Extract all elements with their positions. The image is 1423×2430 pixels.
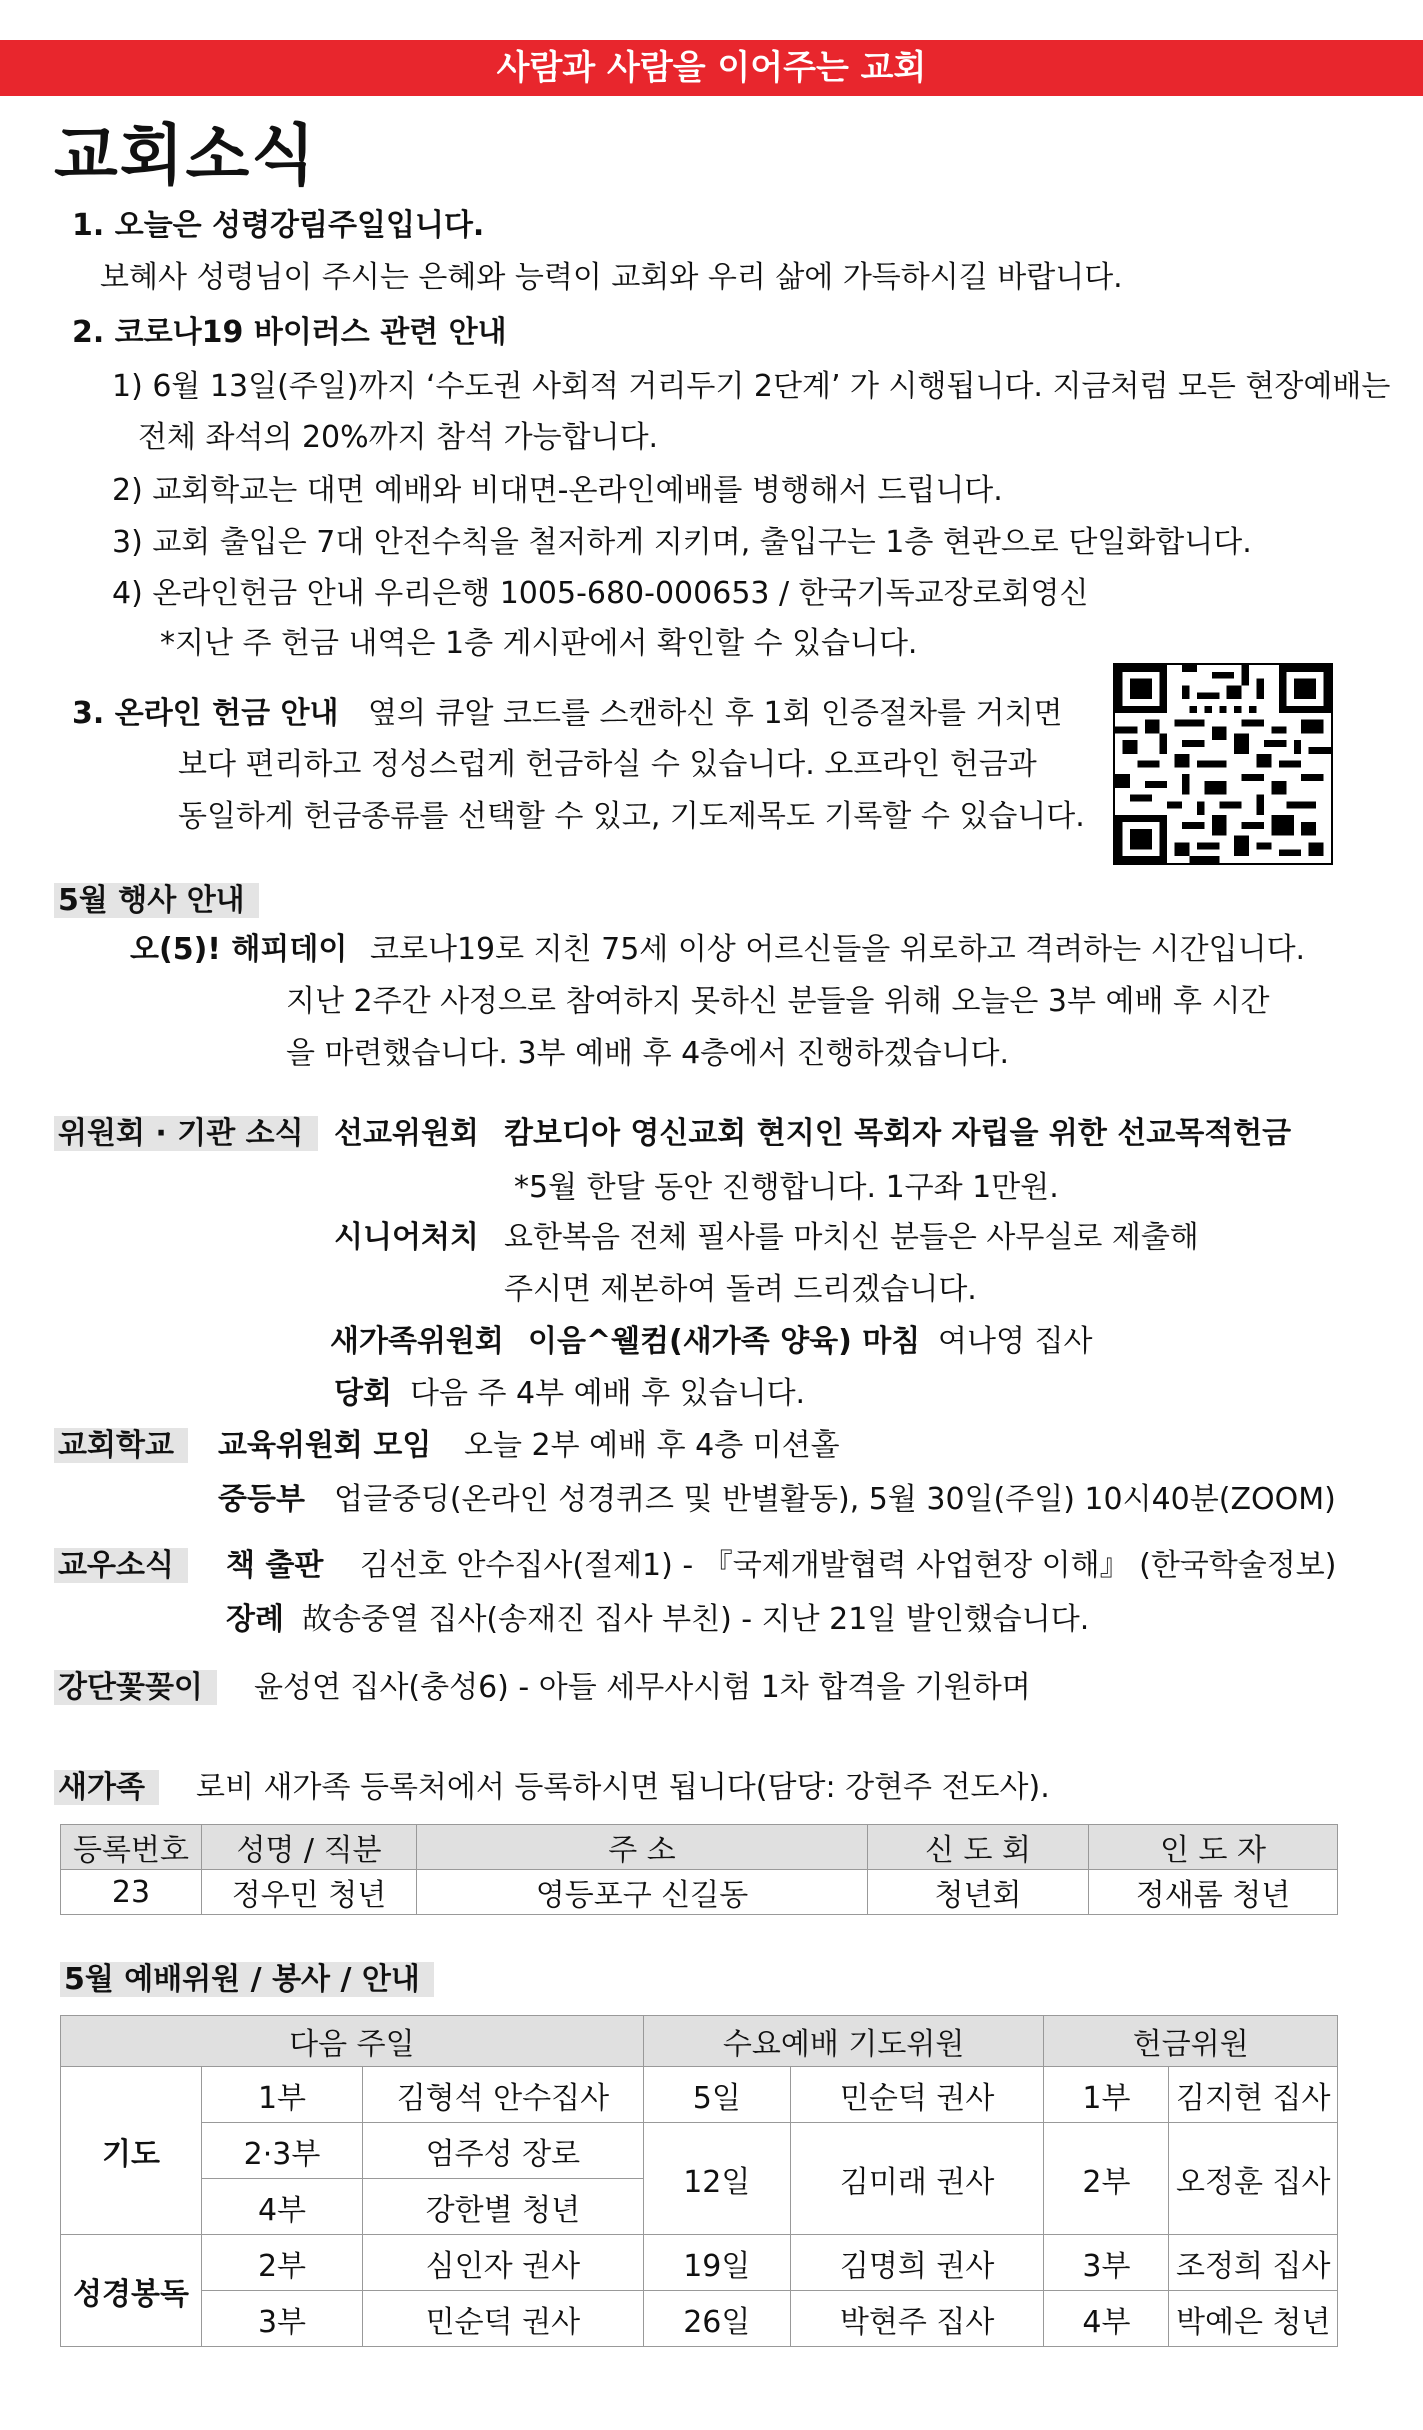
table-cell: 민순덕 권사 [363, 2291, 644, 2347]
mission-committee-note: *5월 한달 동안 진행합니다. 1구좌 1만원. [514, 1170, 1059, 1205]
altar-flowers-text: 윤성연 집사(충성6) - 아들 세무사시험 1차 합격을 기원하며 [254, 1670, 1031, 1705]
table-cell: 심인자 권사 [363, 2235, 644, 2291]
table-row [61, 2123, 1338, 2179]
table-cell: 2·3부 [202, 2123, 363, 2179]
table-row [61, 1870, 1338, 1915]
happy-day-line-1: 코로나19로 지친 75세 이상 어르신들을 위로하고 격려하는 시간입니다. [370, 932, 1306, 967]
happy-day-line-3: 을 마련했습니다. 3부 예배 후 4층에서 진행하겠습니다. [286, 1036, 1010, 1071]
news-item-3-heading: 3. 온라인 헌금 안내 [72, 696, 339, 731]
service-volunteers-table [60, 2015, 1338, 2347]
column-header: 수요예배 기도위원 [643, 2016, 1044, 2067]
news-item-2-line-1: 1) 6월 13일(주일)까지 ‘수도권 사회적 거리두기 2단계’ 가 시행됩니다. 지금처럼 모든 현장예배는 [112, 369, 1391, 404]
table-cell: 3부 [1044, 2235, 1169, 2291]
column-header: 주 소 [417, 1825, 868, 1870]
table-cell: 2부 [202, 2235, 363, 2291]
table-cell: 26일 [643, 2291, 790, 2347]
column-header: 인 도 자 [1089, 1825, 1338, 1870]
news-item-2-heading: 2. 코로나19 바이러스 관련 안내 [72, 315, 507, 350]
new-family-committee-who: 여나영 집사 [938, 1324, 1093, 1359]
column-header: 신 도 회 [868, 1825, 1089, 1870]
column-header: 다음 주일 [61, 2016, 644, 2067]
committee-label: 위원회 · 기관 소식 [54, 1114, 318, 1154]
new-family-text: 로비 새가족 등록처에서 등록하시면 됩니다(담당: 강현주 전도사). [196, 1770, 1050, 1805]
news-item-3-line-2: 보다 편리하고 정성스럽게 헌금하실 수 있습니다. 오프라인 헌금과 [178, 747, 1037, 782]
session-text: 다음 주 4부 예배 후 있습니다. [410, 1376, 806, 1411]
prayer-label: 기도 [61, 2067, 202, 2235]
news-item-1-text: 보혜사 성령님이 주시는 은혜와 능력이 교회와 우리 삶에 가득하시길 바랍니다. [100, 260, 1123, 295]
table-cell: 5일 [643, 2067, 790, 2123]
funeral-name: 장례 [226, 1602, 284, 1637]
senior-church-name: 시니어처치 [334, 1220, 479, 1255]
column-header: 등록번호 [61, 1825, 202, 1870]
book-publication-text: 김선호 안수집사(절제1) - 『국제개발협력 사업현장 이해』 (한국학술정보) [360, 1548, 1337, 1583]
news-item-1-heading: 1. 오늘은 성령강림주일입니다. [72, 208, 485, 243]
middle-school-name: 중등부 [218, 1482, 305, 1517]
table-row [61, 2067, 1338, 2123]
table-cell: 1부 [202, 2067, 363, 2123]
news-item-2-line-1b: 전체 좌석의 20%까지 참석 가능합니다. [138, 420, 659, 455]
mission-committee-name: 선교위원회 [334, 1116, 479, 1151]
news-item-3-line-3: 동일하게 헌금종류를 선택할 수 있고, 기도제목도 기록할 수 있습니다. [178, 799, 1085, 834]
table-cell: 영등포구 신길동 [417, 1870, 868, 1915]
table-cell: 김미래 권사 [790, 2123, 1044, 2235]
table-cell: 23 [61, 1870, 202, 1915]
education-meeting-name: 교육위원회 모임 [218, 1428, 432, 1463]
new-family-label: 새가족 [54, 1768, 159, 1808]
book-publication-name: 책 출판 [226, 1548, 324, 1583]
column-header: 헌금위원 [1044, 2016, 1338, 2067]
qr-code-image [1113, 663, 1333, 865]
table-cell: 김형석 안수집사 [363, 2067, 644, 2123]
page-title: 교회소식 [54, 116, 318, 194]
mission-committee-text: 캄보디아 영신교회 현지인 목회자 자립을 위한 선교목적헌금 [504, 1116, 1292, 1151]
table-cell: 청년회 [868, 1870, 1089, 1915]
senior-church-line-2: 주시면 제본하여 돌려 드리겠습니다. [504, 1272, 977, 1307]
top-banner: 사람과 사람을 이어주는 교회 [0, 40, 1423, 96]
table-cell: 정새롬 청년 [1089, 1870, 1338, 1915]
members-news-label: 교우소식 [54, 1546, 188, 1586]
senior-church-line-1: 요한복음 전체 필사를 마치신 분들은 사무실로 제출해 [504, 1220, 1199, 1255]
table-cell: 2부 [1044, 2123, 1169, 2235]
table-cell: 오정훈 집사 [1169, 2123, 1338, 2235]
table-header-row [61, 1825, 1338, 1870]
middle-school-text: 업글중딩(온라인 성경퀴즈 및 반별활동), 5월 30일(주일) 10시40분(ZOOM) [334, 1482, 1336, 1517]
news-item-3-line-1: 옆의 큐알 코드를 스캔하신 후 1회 인증절차를 거치면 [368, 696, 1063, 731]
happy-day-line-2: 지난 2주간 사정으로 참여하지 못하신 분들을 위해 오늘은 3부 예배 후 시간 [286, 984, 1270, 1019]
news-item-2-line-4b: *지난 주 헌금 내역은 1층 게시판에서 확인할 수 있습니다. [160, 626, 918, 661]
table-cell: 19일 [643, 2235, 790, 2291]
table-cell: 4부 [202, 2179, 363, 2235]
altar-flowers-label: 강단꽃꽂이 [54, 1668, 217, 1708]
table-cell: 12일 [643, 2123, 790, 2235]
service-volunteers-label: 5월 예배위원 / 봉사 / 안내 [60, 1960, 434, 2000]
table-row [61, 2291, 1338, 2347]
table-cell: 3부 [202, 2291, 363, 2347]
news-item-2-line-4: 4) 온라인헌금 안내 우리은행 1005-680-000653 / 한국기독교장로회영신 [112, 576, 1089, 611]
table-cell: 정우민 청년 [202, 1870, 417, 1915]
new-family-committee-text: 이음^웰컴(새가족 양육) 마침 [528, 1324, 921, 1359]
table-row [61, 2235, 1338, 2291]
table-cell: 강한별 청년 [363, 2179, 644, 2235]
may-events-label: 5월 행사 안내 [54, 881, 259, 921]
table-cell: 엄주성 장로 [363, 2123, 644, 2179]
church-school-label: 교회학교 [54, 1426, 188, 1466]
table-cell: 박예은 청년 [1169, 2291, 1338, 2347]
table-cell: 박현주 집사 [790, 2291, 1044, 2347]
news-item-2-line-3: 3) 교회 출입은 7대 안전수칙을 철저하게 지키며, 출입구는 1층 현관으로 단일화합니다. [112, 525, 1252, 560]
table-cell: 조정희 집사 [1169, 2235, 1338, 2291]
column-header: 성명 / 직분 [202, 1825, 417, 1870]
new-family-registration-table [60, 1824, 1338, 1915]
funeral-text: 故송중열 집사(송재진 집사 부친) - 지난 21일 발인했습니다. [302, 1602, 1090, 1637]
table-cell: 김명희 권사 [790, 2235, 1044, 2291]
scripture-reading-label: 성경봉독 [61, 2235, 202, 2347]
session-name: 당회 [334, 1376, 392, 1411]
new-family-committee-name: 새가족위원회 [330, 1324, 504, 1359]
happy-day-title: 오(5)! 해피데이 [130, 932, 348, 967]
table-cell: 1부 [1044, 2067, 1169, 2123]
table-cell: 김지현 집사 [1169, 2067, 1338, 2123]
table-header-row [61, 2016, 1338, 2067]
education-meeting-text: 오늘 2부 예배 후 4층 미션홀 [464, 1428, 840, 1463]
news-item-2-line-2: 2) 교회학교는 대면 예배와 비대면-온라인예배를 병행해서 드립니다. [112, 473, 1003, 508]
table-cell: 민순덕 권사 [790, 2067, 1044, 2123]
table-cell: 4부 [1044, 2291, 1169, 2347]
